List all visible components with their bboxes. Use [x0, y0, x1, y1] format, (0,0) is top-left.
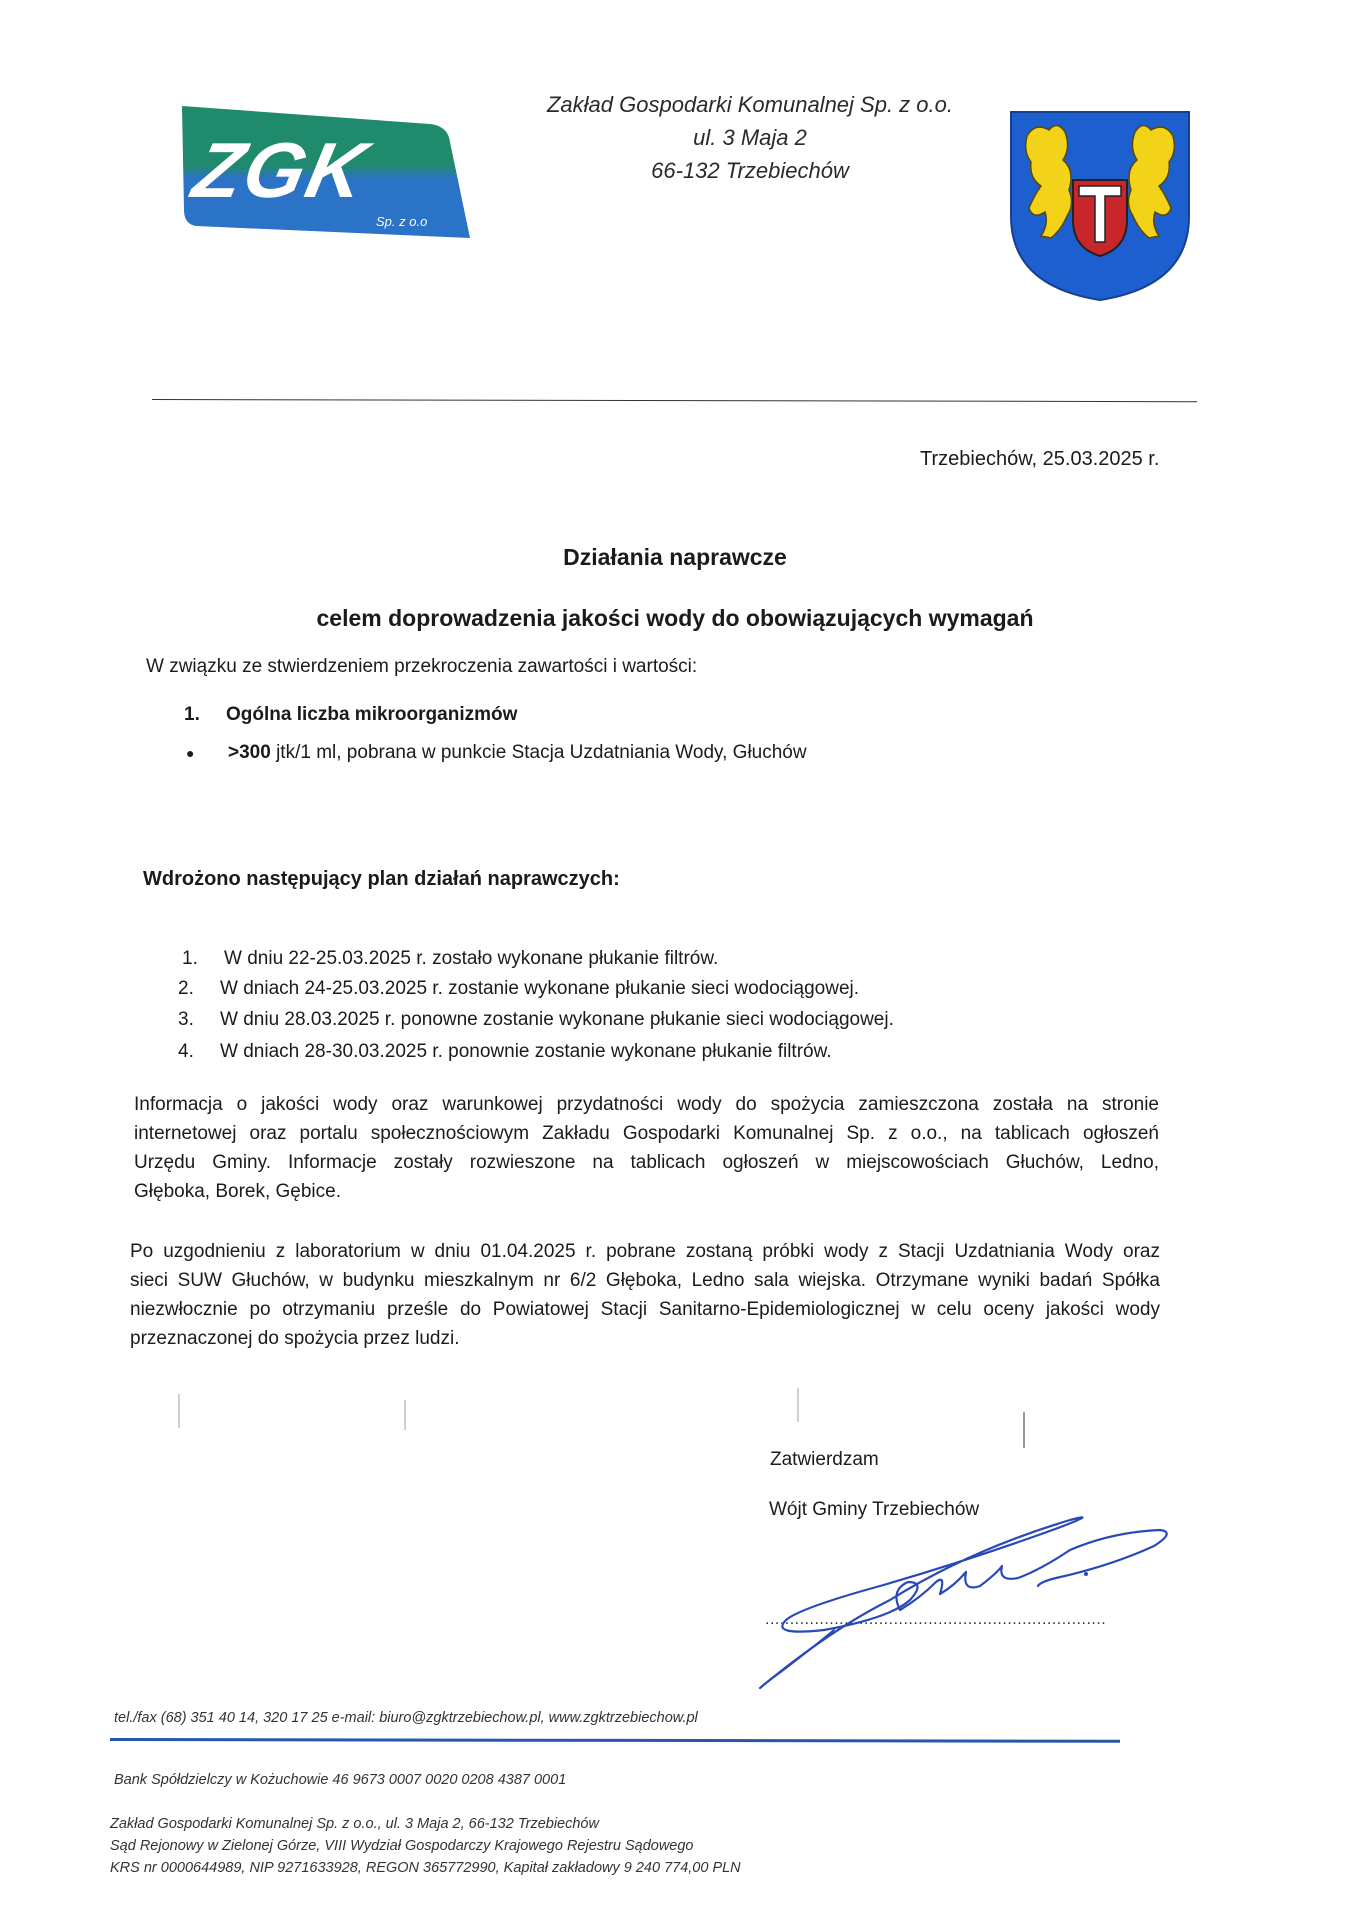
- finding-value-bold: >300: [228, 742, 271, 763]
- finding-item: [184, 704, 517, 726]
- paragraph-line: niezwłocznie po otrzymaniu prześle do Powiatowej Stacji Sanitarno-Epidemiologicznej w celu oceny jakości wody: [130, 1299, 1160, 1320]
- sampling-paragraph: [130, 1237, 1160, 1353]
- scan-mark: [178, 1394, 180, 1428]
- company-postal-city: 66-132 Trzebiechów: [651, 158, 849, 183]
- paragraph-line: przeznaczonej do spożycia przez ludzi.: [130, 1328, 460, 1349]
- paragraph-line: Urzędu Gminy. Informacje zostały rozwieszone na tablicach ogłoszeń w miejscowościach Głuchów, Ledno,: [134, 1152, 1159, 1173]
- plan-item-text: W dniu 22-25.03.2025 r. zostało wykonane płukanie filtrów.: [224, 948, 719, 969]
- footer-bank: Bank Spółdzielczy w Kożuchowie 46 9673 0007 0020 0208 4387 0001: [114, 1772, 567, 1788]
- company-street: ul. 3 Maja 2: [693, 125, 807, 150]
- paragraph-line: sieci SUW Głuchów, w budynku mieszkalnym nr 6/2 Głęboka, Ledno sala wiejska. Otrzymane wyniki badań Spółka: [130, 1270, 1160, 1291]
- footer-divider: [110, 1738, 1120, 1743]
- handwritten-signature: [740, 1490, 1180, 1700]
- approval-label: Zatwierdzam: [770, 1449, 879, 1470]
- plan-item: [178, 978, 859, 1000]
- footer-contact: tel./fax (68) 351 40 14, 320 17 25 e-mail: biuro@zgktrzebiechow.pl, www.zgktrzebiechow.pl: [114, 1710, 698, 1726]
- scan-mark: [797, 1388, 799, 1422]
- plan-item: [178, 1009, 894, 1031]
- document-subtitle: celem doprowadzenia jakości wody do obowiązujących wymagań: [316, 605, 1034, 631]
- logo-text: ZGK: [186, 126, 376, 214]
- plan-item-number: 1.: [182, 948, 198, 969]
- plan-item-text: W dniu 28.03.2025 r. ponowne zostanie wykonane płukanie sieci wodociągowej.: [220, 1009, 894, 1030]
- finding-value-text: jtk/1 ml, pobrana w punkcie Stacja Uzdatniania Wody, Głuchów: [270, 742, 807, 763]
- plan-heading: Wdrożono następujący plan działań naprawczych:: [143, 868, 620, 890]
- finding-parameter: Ogólna liczba mikroorganizmów: [226, 704, 518, 725]
- document-title: Działania naprawcze: [563, 544, 787, 570]
- intro-text: W związku ze stwierdzeniem przekroczenia zawartości i wartości:: [146, 656, 698, 677]
- footer-registry-line: Sąd Rejonowy w Zielonej Górze, VIII Wydział Gospodarczy Krajowego Rejestru Sądowego: [110, 1838, 694, 1854]
- information-paragraph: [134, 1090, 1159, 1206]
- bullet-icon: ●: [186, 745, 195, 761]
- plan-item-text: W dniach 24-25.03.2025 r. zostanie wykonane płukanie sieci wodociągowej.: [220, 978, 860, 999]
- signatory-title: Wójt Gminy Trzebiechów: [769, 1499, 980, 1520]
- plan-item: [182, 948, 718, 970]
- document-date: Trzebiechów, 25.03.2025 r.: [920, 448, 1160, 470]
- footer-registry-line: Zakład Gospodarki Komunalnej Sp. z o.o., ul. 3 Maja 2, 66-132 Trzebiechów: [110, 1816, 599, 1832]
- zgk-logo: [178, 102, 478, 242]
- header-divider: [152, 399, 1197, 402]
- plan-item-number: 2.: [178, 978, 194, 999]
- signature-line: .....................................................................: [765, 1611, 1107, 1628]
- paragraph-line: Po uzgodnieniu z laboratorium w dniu 01.04.2025 r. pobrane zostaną próbki wody z Stacji Uzdatniania Wody oraz: [130, 1241, 1160, 1262]
- scan-mark: [1023, 1412, 1025, 1448]
- logo-subtext: Sp. z o.o: [376, 214, 428, 229]
- plan-item-text: W dniach 28-30.03.2025 r. ponownie zostanie wykonane płukanie filtrów.: [220, 1041, 832, 1062]
- paragraph-line: Informacja o jakości wody oraz warunkowej przydatności wody do spożycia zamieszczona została na stronie: [134, 1094, 1159, 1115]
- plan-item: [178, 1041, 832, 1063]
- finding-value: [186, 742, 807, 764]
- plan-item-number: 3.: [178, 1009, 194, 1030]
- paragraph-line: Głęboka, Borek, Gębice.: [134, 1181, 341, 1202]
- plan-item-number: 4.: [178, 1041, 194, 1062]
- paragraph-line: internetowej oraz portalu społecznościowym Zakładu Gospodarki Komunalnej Sp. z o.o., na tablicach ogłoszeń: [134, 1123, 1159, 1144]
- footer-registry-line: KRS nr 0000644989, NIP 9271633928, REGON 365772990, Kapitał zakładowy 9 240 774,00 PLN: [110, 1860, 741, 1876]
- finding-number: 1.: [184, 704, 200, 725]
- company-name: Zakład Gospodarki Komunalnej Sp. z o.o.: [546, 92, 953, 117]
- scan-mark: [404, 1400, 406, 1430]
- company-header: [470, 88, 1030, 187]
- municipal-crest: [1005, 108, 1195, 303]
